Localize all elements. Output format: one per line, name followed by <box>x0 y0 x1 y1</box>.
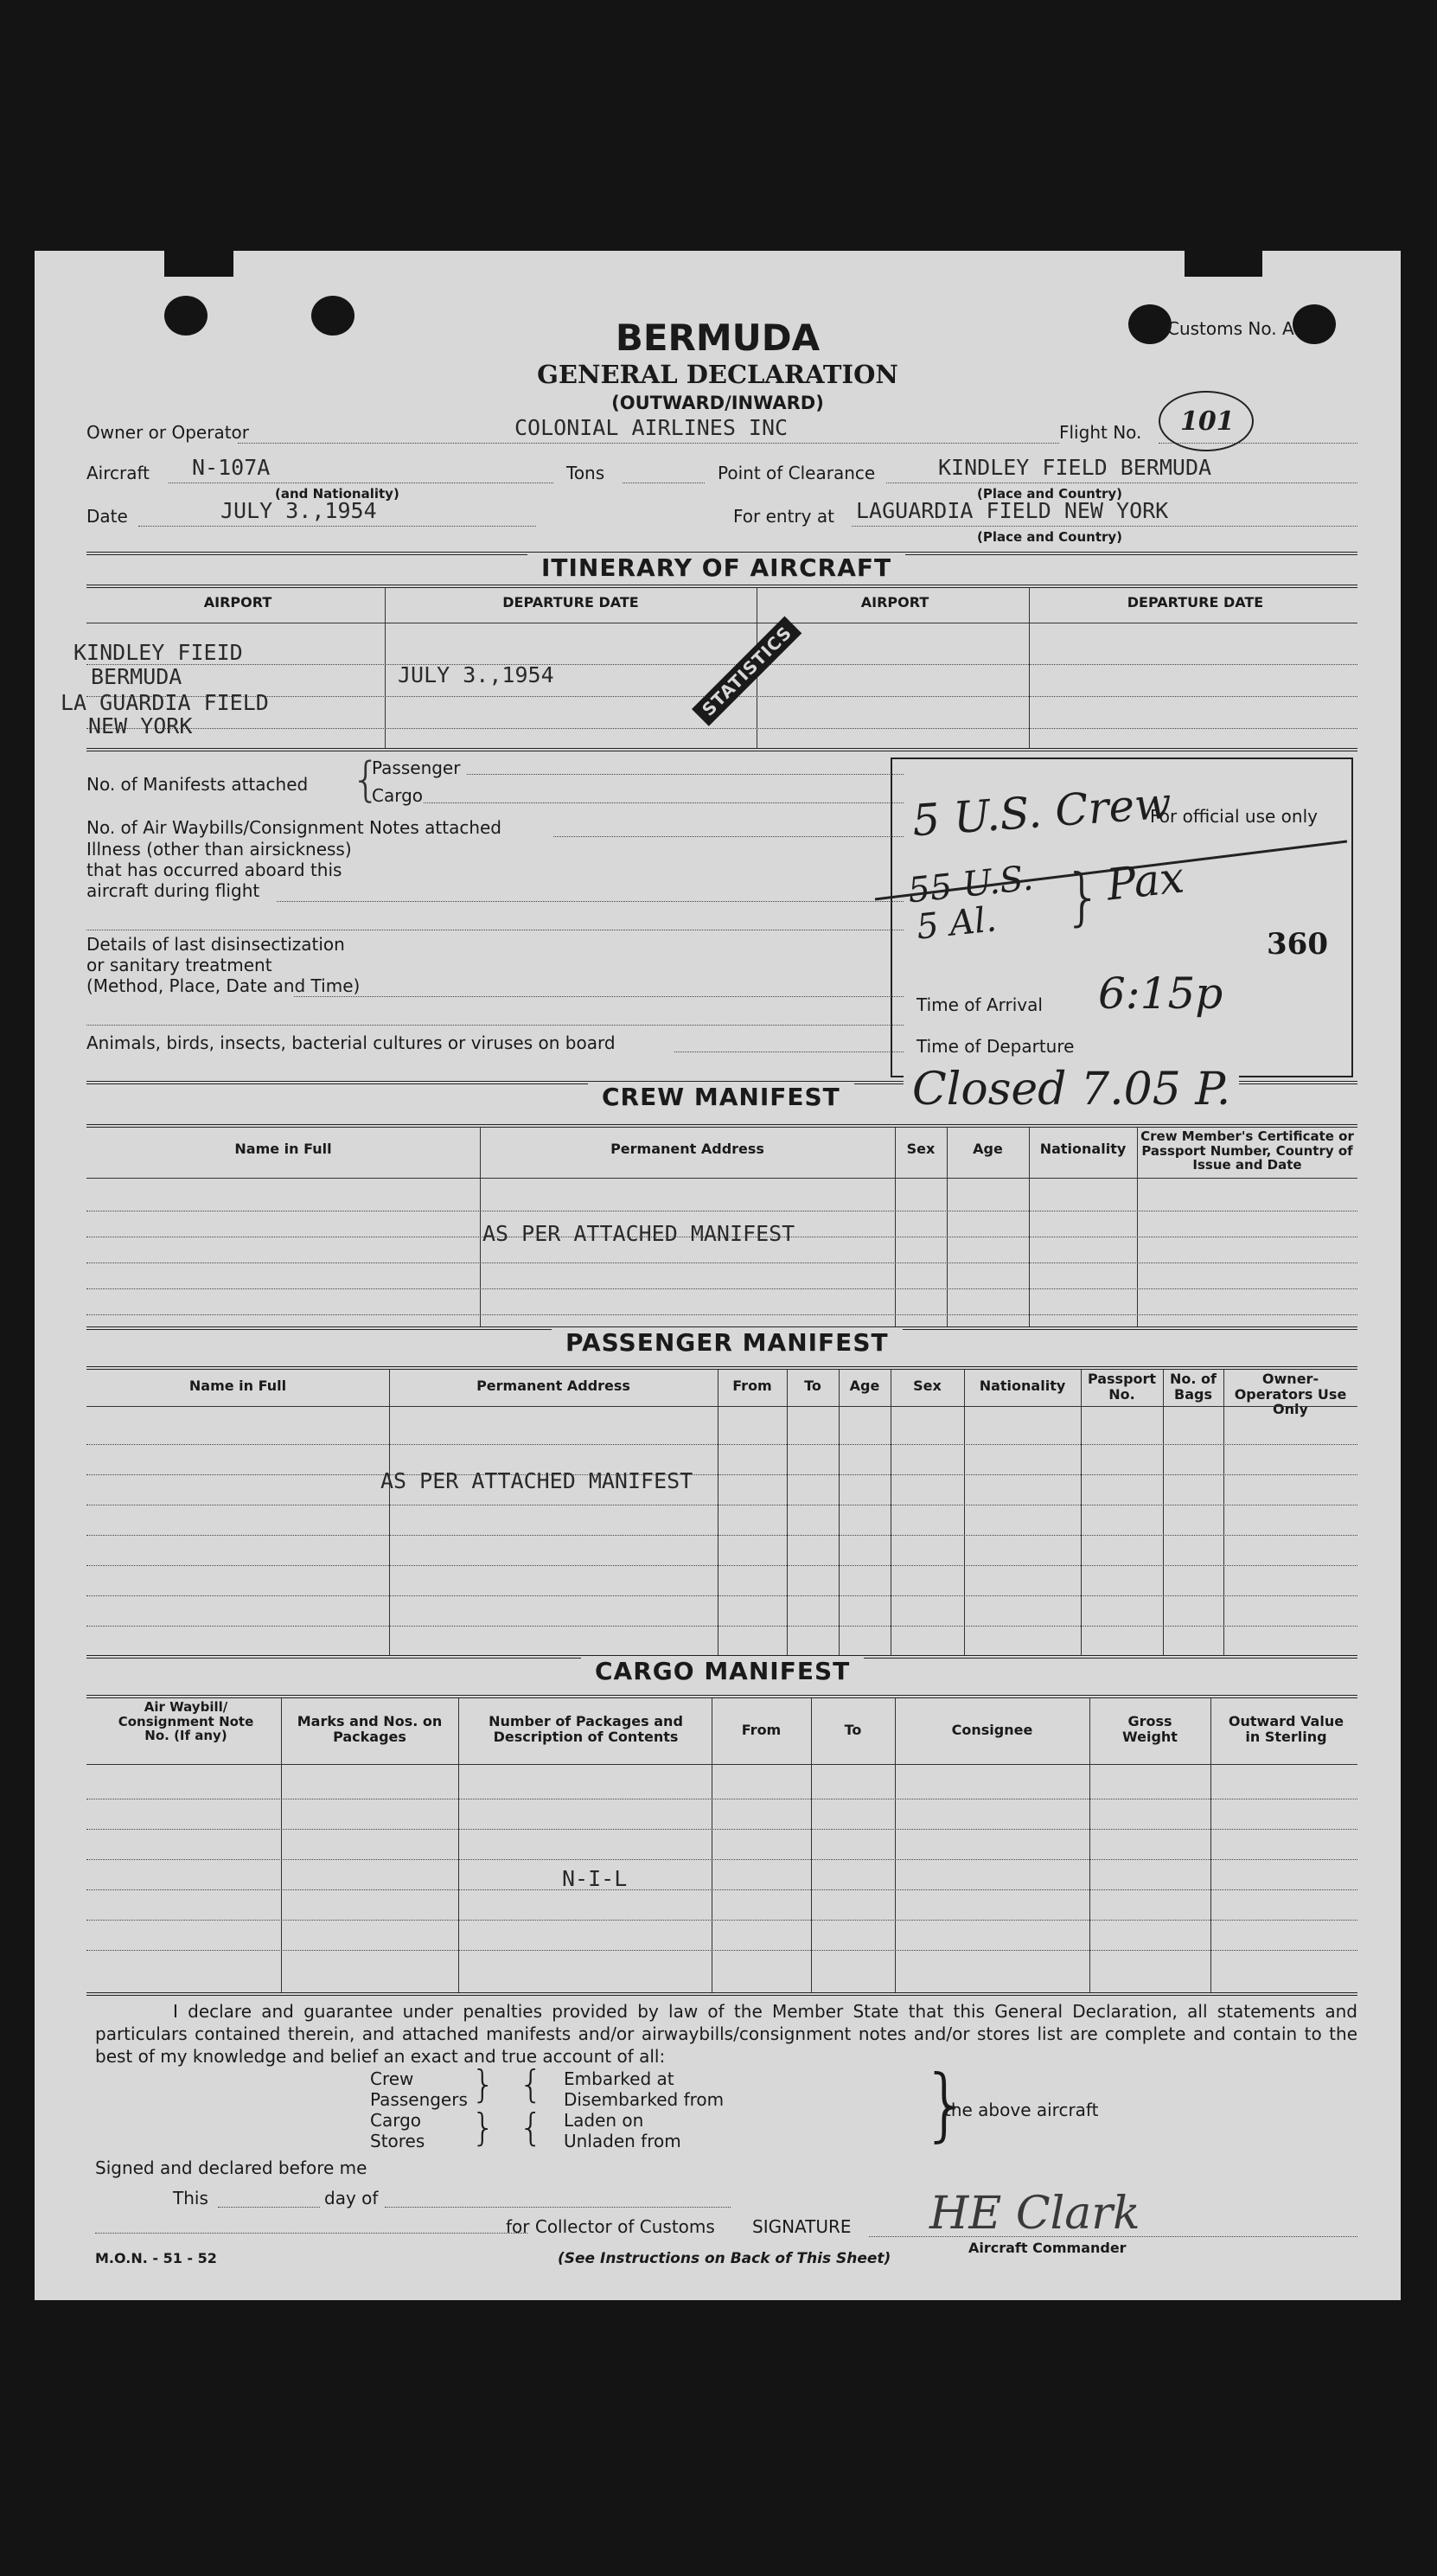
this-label: This <box>173 2188 208 2208</box>
cargo-header-consignee: Consignee <box>951 1722 1033 1738</box>
arrival-time-value: 6:15p <box>1098 968 1223 1019</box>
crew-header-name: Name in Full <box>234 1141 332 1157</box>
cargo-header-to: To <box>844 1722 862 1738</box>
manifest-cargo-label: Cargo <box>372 785 424 806</box>
cargo-header-from: From <box>741 1722 782 1738</box>
crew-header-address: Permanent Address <box>610 1141 764 1157</box>
statistics-stamp: STATISTICS <box>692 616 802 726</box>
itinerary-airport-row-3: LA GUARDIA FIELD <box>61 690 269 715</box>
passenger-header-sex: Sex <box>913 1377 942 1394</box>
aircraft-value: N-107A <box>192 455 271 480</box>
manifests-brace: { <box>351 752 381 807</box>
official-handwritten-pax: Pax <box>1104 852 1187 911</box>
clearance-value: KINDLEY FIELD BERMUDA <box>938 455 1212 480</box>
cargo-manifest-note: N-I-L <box>562 1866 628 1891</box>
itinerary-airport-row-4: NEW YORK <box>88 713 193 738</box>
itinerary-header-airport-2: AIRPORT <box>860 594 929 610</box>
itinerary-departure-date: JULY 3.,1954 <box>398 662 554 687</box>
commander-label: Aircraft Commander <box>968 2240 1127 2256</box>
arrival-time-label: Time of Arrival <box>916 994 1043 1015</box>
signature-label: SIGNATURE <box>752 2216 852 2237</box>
passenger-header-to: To <box>804 1377 821 1394</box>
owner-value: COLONIAL AIRLINES INC <box>514 415 789 440</box>
animals-label: Animals, birds, insects, bacterial cultures or viruses on board <box>86 1032 616 1053</box>
passenger-header-name: Name in Full <box>188 1377 287 1394</box>
cargo-header-weight: Gross Weight <box>1122 1713 1178 1745</box>
declaration-laden: Laden on <box>564 2110 644 2131</box>
passenger-header-address: Permanent Address <box>476 1377 630 1394</box>
collector-label: for Collector of Customs <box>506 2216 715 2237</box>
entry-value: LAGUARDIA FIELD NEW YORK <box>856 498 1169 523</box>
official-use-label: For official use only <box>1150 806 1318 827</box>
cargo-manifest-title: CARGO MANIFEST <box>581 1657 864 1685</box>
disinsect-line-1: Details of last disinsectization <box>86 934 345 955</box>
entry-label: For entry at <box>733 506 834 527</box>
declaration-disembarked: Disembarked from <box>564 2089 725 2110</box>
aircraft-label: Aircraft <box>86 463 150 483</box>
crew-header-certificate: Crew Member's Certificate or Passport Number, Country of Issue and Date <box>1140 1128 1354 1173</box>
departure-time-label: Time of Departure <box>916 1036 1075 1057</box>
crew-header-nationality: Nationality <box>1039 1141 1127 1157</box>
passenger-header-nationality: Nationality <box>979 1377 1066 1394</box>
declaration-stores: Stores <box>370 2131 425 2151</box>
passenger-header-owner: Owner-Operators Use Only <box>1234 1371 1347 1418</box>
itinerary-header-date-1: DEPARTURE DATE <box>502 594 639 610</box>
signed-label: Signed and declared before me <box>95 2157 367 2178</box>
disinsect-line-2: or sanitary treatment <box>86 955 272 975</box>
date-label: Date <box>86 506 128 527</box>
illness-line-1: Illness (other than airsickness) <box>86 839 352 860</box>
passenger-header-bags: No. of Bags <box>1170 1371 1217 1403</box>
declaration-brace-2: } <box>471 2106 495 2150</box>
passenger-manifest-title: PASSENGER MANIFEST <box>552 1328 903 1357</box>
itinerary-header-date-2: DEPARTURE DATE <box>1127 594 1264 610</box>
crew-header-sex: Sex <box>906 1141 936 1157</box>
aircraft-nationality-note: (and Nationality) <box>275 486 399 502</box>
crew-header-age: Age <box>973 1141 1003 1157</box>
official-handwritten-crew: 5 U.S. Crew <box>910 777 1173 847</box>
form-title: BERMUDA <box>615 316 821 359</box>
clearance-label: Point of Clearance <box>718 463 876 483</box>
declaration-text: I declare and guarantee under penalties provided by law of the Member State that this General Declaration, all statements and particulars contained therein, and attached manifests and/or airwaybills/consignment notes and/or stores list are complete and contain to the best of my knowledge and belief an exact and true account of all: <box>95 2001 1357 2067</box>
passenger-header-from: From <box>732 1377 772 1394</box>
itinerary-airport-row-1: KINDLEY FIEID <box>73 640 243 665</box>
declaration-big-brace: } <box>921 2058 972 2151</box>
entry-place-note: (Place and Country) <box>977 529 1123 545</box>
instructions-note: (See Instructions on Back of This Sheet) <box>558 2250 891 2267</box>
owner-label: Owner or Operator <box>86 422 249 443</box>
form-number: M.O.N. - 51 - 52 <box>95 2250 217 2266</box>
declaration-brace-3: { <box>519 2062 543 2106</box>
manifest-passenger-label: Passenger <box>372 757 461 778</box>
passenger-header-passport: Passport No. <box>1087 1371 1157 1403</box>
waybills-label: No. of Air Waybills/Consignment Notes attached <box>86 817 501 838</box>
crew-manifest-note: AS PER ATTACHED MANIFEST <box>482 1221 795 1246</box>
crew-manifest-title: CREW MANIFEST <box>588 1083 854 1111</box>
date-value: JULY 3.,1954 <box>220 498 377 523</box>
customs-number-label: Customs No. A <box>1167 318 1294 339</box>
flight-label: Flight No. <box>1059 422 1142 443</box>
cargo-header-packages: Number of Packages and Description of Contents <box>489 1713 683 1745</box>
binding-tab-right <box>1185 251 1262 277</box>
declaration-unladen: Unladen from <box>564 2131 681 2151</box>
form-subtitle: GENERAL DECLARATION <box>537 360 898 389</box>
closed-annotation: Closed 7.05 P. <box>904 1064 1239 1115</box>
itinerary-header-airport-1: AIRPORT <box>203 594 272 610</box>
binding-tab-left <box>164 251 233 277</box>
declaration-cargo: Cargo <box>370 2110 422 2131</box>
declaration-passengers: Passengers <box>370 2089 468 2110</box>
form-direction: (OUTWARD/INWARD) <box>611 393 824 413</box>
day-of-label: day of <box>324 2188 379 2208</box>
declaration-crew: Crew <box>370 2068 414 2089</box>
illness-line-3: aircraft during flight <box>86 880 260 901</box>
clearance-place-note: (Place and Country) <box>977 486 1123 502</box>
declaration-brace-4: { <box>519 2106 543 2150</box>
commander-signature: HE Clark <box>929 2188 1140 2240</box>
passenger-header-age: Age <box>849 1377 880 1394</box>
declaration-brace-1: } <box>471 2062 495 2106</box>
cargo-header-marks: Marks and Nos. on Packages <box>297 1713 443 1745</box>
official-handwritten-us: 55 U.S. <box>905 858 1036 911</box>
itinerary-title: ITINERARY OF AIRCRAFT <box>527 553 905 582</box>
flight-number-value: 101 <box>1180 406 1235 437</box>
illness-line-2: that has occurred aboard this <box>86 860 342 880</box>
official-brace: } <box>1063 860 1103 933</box>
official-handwritten-al: 5 Al. <box>914 899 999 948</box>
declaration-above-aircraft: the above aircraft <box>944 2100 1099 2120</box>
official-number: 360 <box>1267 927 1328 962</box>
manifests-label: No. of Manifests attached <box>86 774 309 795</box>
tons-label: Tons <box>566 463 605 483</box>
itinerary-airport-row-2: BERMUDA <box>91 664 182 689</box>
disinsect-line-3: (Method, Place, Date and Time) <box>86 975 361 996</box>
declaration-embarked: Embarked at <box>564 2068 674 2089</box>
cargo-header-waybill: Air Waybill/ Consignment Note No. (If any) <box>118 1699 254 1743</box>
passenger-manifest-note: AS PER ATTACHED MANIFEST <box>380 1468 693 1493</box>
declaration-form <box>35 251 1401 2300</box>
cargo-header-value: Outward Value in Sterling <box>1228 1713 1344 1745</box>
